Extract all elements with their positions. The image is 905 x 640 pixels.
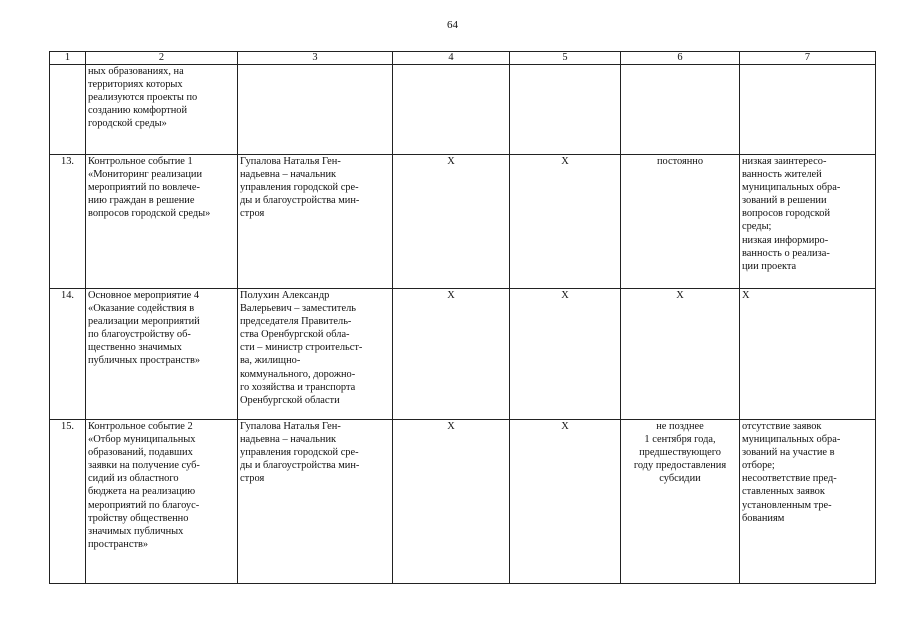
col5-text: X [561, 421, 569, 432]
row-number [50, 155, 86, 289]
col5-cell [510, 65, 621, 155]
document-table [49, 51, 876, 584]
responsible-cell [238, 289, 393, 420]
col5-text: X [561, 290, 569, 301]
header-col-3: 3 [238, 52, 393, 65]
row-number [50, 420, 86, 584]
col7-text: X [742, 290, 750, 301]
row-number [50, 65, 86, 155]
header-col-1: 1 [50, 52, 86, 65]
col4-text: X [447, 156, 455, 167]
responsible-cell [238, 65, 393, 155]
responsible-cell [238, 155, 393, 289]
row-number-text: 15. [61, 421, 74, 432]
table-row [50, 65, 876, 155]
responsible-cell [238, 420, 393, 584]
col5-cell [510, 420, 621, 584]
col7-text: отсутствие заявок муниципальных обра- зований на участие в отборе; несоответствие пред- ставленных заявок установленным тре- бованиям [742, 421, 841, 524]
col7-cell [740, 155, 876, 289]
col7-cell [740, 420, 876, 584]
activity-cell [86, 65, 238, 155]
col4-text: X [447, 290, 455, 301]
col5-cell [510, 155, 621, 289]
activity-text: Контрольное событие 2 «Отбор муниципальных образований, подавших заявки на получение суб- сидий из областного бюджета на реализацию мероприятий по благоус- тройству общественно значимых публичных пространств» [88, 421, 200, 550]
table-row [50, 289, 876, 420]
header-col-5: 5 [510, 52, 621, 65]
table-row [50, 420, 876, 584]
activity-text: Контрольное событие 1 «Мониторинг реализации мероприятий по вовлече- нию граждан в решение вопросов городской среды» [88, 156, 211, 220]
row-number-text: 13. [61, 156, 74, 167]
responsible-text: Гупалова Наталья Ген- надьевна – начальник управления городской сре- ды и благоустройства мин- строя [240, 156, 360, 220]
col7-cell [740, 65, 876, 155]
table-row [50, 155, 876, 289]
col4-text: X [447, 421, 455, 432]
col6-text: X [676, 290, 684, 301]
activity-cell [86, 420, 238, 584]
col4-cell [393, 289, 510, 420]
col4-cell [393, 65, 510, 155]
col6-cell [621, 289, 740, 420]
activity-text: ных образованиях, на территориях которых реализуются проекты по созданию комфортной городской среды» [88, 66, 198, 130]
col6-cell [621, 155, 740, 289]
col4-cell [393, 155, 510, 289]
header-col-2: 2 [86, 52, 238, 65]
col6-text: постоянно [656, 156, 704, 167]
header-row [50, 52, 876, 65]
responsible-text: Гупалова Наталья Ген- надьевна – начальник управления городской сре- ды и благоустройства мин- строя [240, 421, 360, 485]
col7-text: низкая заинтересо- ванность жителей муниципальных обра- зований в решении вопросов городской среды; низкая информиро- ванность о реализа- ции проекта [742, 156, 841, 272]
header-col-6: 6 [621, 52, 740, 65]
activity-cell [86, 155, 238, 289]
header-col-4: 4 [393, 52, 510, 65]
col5-text: X [561, 156, 569, 167]
col7-cell [740, 289, 876, 420]
table-header [50, 52, 876, 65]
page-number: 64 [447, 19, 458, 31]
activity-text: Основное мероприятие 4 «Оказание содействия в реализации мероприятий по благоустройству об- щественно значимых публичных пространств» [88, 290, 201, 367]
col5-cell [510, 289, 621, 420]
col6-cell [621, 65, 740, 155]
col6-cell [621, 420, 740, 584]
row-number-text: 14. [61, 290, 74, 301]
row-number [50, 289, 86, 420]
activity-cell [86, 289, 238, 420]
header-col-7: 7 [740, 52, 876, 65]
col6-text: не позднее 1 сентября года, предшествующего году предоставления субсидии [633, 421, 727, 485]
responsible-text: Полухин Александр Валерьевич – заместитель председателя Правитель- ства Оренбургской обла- сти – министр строительст- ва, жилищно- коммунального, дорожно- го хозяйства и транспорта Оренбургской области [240, 290, 363, 406]
col4-cell [393, 420, 510, 584]
